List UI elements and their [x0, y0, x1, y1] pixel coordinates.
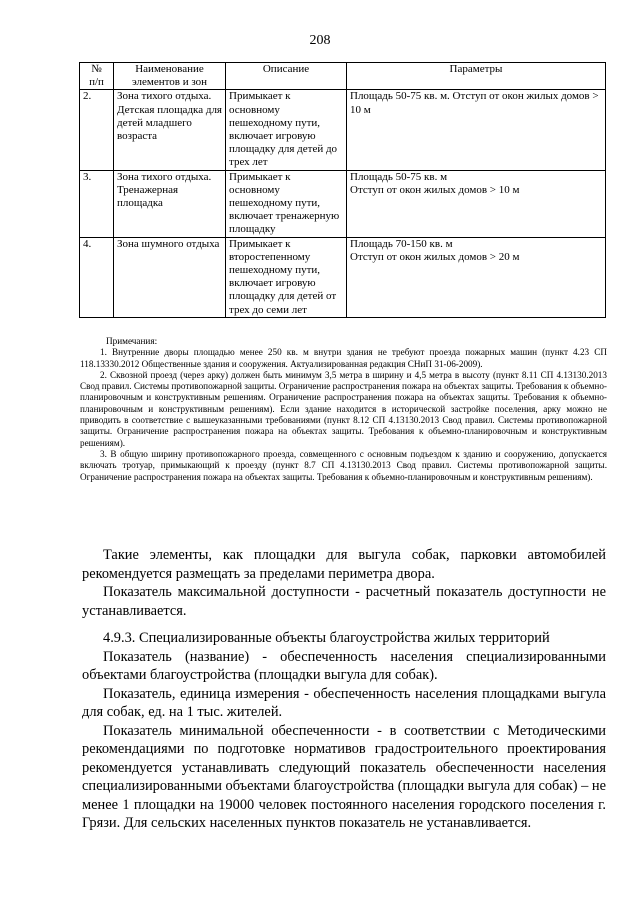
param-line: Площадь 70-150 кв. м [350, 237, 453, 250]
header-parameters: Параметры [347, 63, 606, 90]
paragraph: Показатель максимальной доступности - расчетный показатель доступности не устанавливается. [82, 584, 606, 619]
section-heading: 4.9.3. Специализированные объекты благоустройства жилых территорий [103, 630, 550, 646]
param-line: Отступ от окон жилых домов > 20 м [350, 250, 520, 263]
row-description: Примыкает к второстепенному пешеходному пути, включает игровую площадку для детей от трех до семи лет [226, 237, 347, 317]
row-params [347, 90, 606, 170]
paragraph: Показатель минимальной обеспеченности - в соответствии с Методическими рекомендациями по подготовке нормативов градостроительного проектирования рекомендуется устанавливать следующий показатель обеспеченности населения специализированными объектами благоустройства (площадки выгула для собак) – не менее 1 площадки на 19000 человек постоянного населения городского поселения г. Грязи. Для сельских населенных пунктов показатель не устанавливается. [82, 722, 607, 831]
row-number: 2. [80, 90, 114, 170]
row-name: Зона тихого отдыха. Детская площадка для детей младшего возраста [114, 90, 226, 170]
header-number: № п/п [80, 63, 114, 90]
row-name: Зона тихого отдыха. Тренажерная площадка [114, 170, 226, 237]
row-number: 3. [80, 170, 114, 237]
table-header-row [80, 63, 606, 90]
page-number: 208 [309, 33, 331, 48]
paragraph: Показатель (название) - обеспеченность населения специализированными объектами благоустройства (площадки выгула для собак). [82, 648, 606, 683]
row-description: Примыкает к основному пешеходному пути, включает тренажерную площадку [226, 170, 347, 237]
header-name: Наименование элементов и зон [114, 63, 226, 90]
row-params [347, 170, 606, 237]
row-params [347, 237, 606, 317]
table-notes [80, 336, 607, 483]
row-description: Примыкает к основному пешеходному пути, включает игровую площадку для детей до трех лет [226, 90, 347, 170]
note-item: 2. Сквозной проезд (через арку) должен быть минимум 3,5 метра в ширину и 4,5 метра в высоту (пункт 8.11 СП 4.13130.2013 Свод правил. Системы противопожарной защиты. Ограничение распространения пожара на объектах защиты. Требования к объемно-планировочным и конструктивным решениям. Ограничение распространения пожара на объектах защиты. Требования к объемно-планировочным и конструктивным решениям). Если здание находится в исторической застройке поселения, арку можно не приводить в соответствие с вышеуказанными требованиями (пункт 8.12 СП 4.13130.2013 Свод правил. Системы противопожарной защиты. Ограничение распространения пожара на объектах защиты. Требования к объемно-планировочным и конструктивным решениям). [80, 369, 607, 448]
paragraph: Такие элементы, как площадки для выгула собак, парковки автомобилей рекомендуется размещать за пределами периметра двора. [82, 547, 606, 582]
row-number: 4. [80, 237, 114, 317]
param-line: Площадь 50-75 кв. м. Отступ от окон жилых домов > 10 м [350, 90, 599, 116]
note-item: 1. Внутренние дворы площадью менее 250 кв. м внутри здания не требуют проезда пожарных машин (пункт 4.23 СП 118.13330.2012 Общественные здания и сооружения. Актуализированная редакция СНиП 31-06-2009). [80, 347, 607, 369]
table-row [80, 170, 606, 237]
parameters-table [79, 62, 606, 318]
header-description: Описание [226, 63, 347, 90]
paragraph: Показатель, единица измерения - обеспеченность населения площадками выгула для собак, ед. на 1 тыс. жителей. [82, 685, 606, 720]
note-item: 3. В общую ширину противопожарного проезда, совмещенного с основным подъездом к зданию и сооружению, допускается включать тротуар, примыкающий к проезду (пункт 8.7 СП 4.13130.2013 Свод правил. Системы противопожарной защиты. Ограничение распространения пожара на объектах защиты. Требования к объемно-планировочным и конструктивным решениям). [80, 448, 607, 482]
body-text-1 [82, 546, 606, 620]
table-row [80, 237, 606, 317]
param-line: Отступ от окон жилых домов > 10 м [350, 183, 520, 196]
param-line: Площадь 50-75 кв. м [350, 170, 448, 183]
table-row [80, 90, 606, 170]
notes-heading: Примечания: [106, 336, 158, 346]
body-text-2 [82, 629, 606, 833]
row-name: Зона шумного отдыха [114, 237, 226, 317]
